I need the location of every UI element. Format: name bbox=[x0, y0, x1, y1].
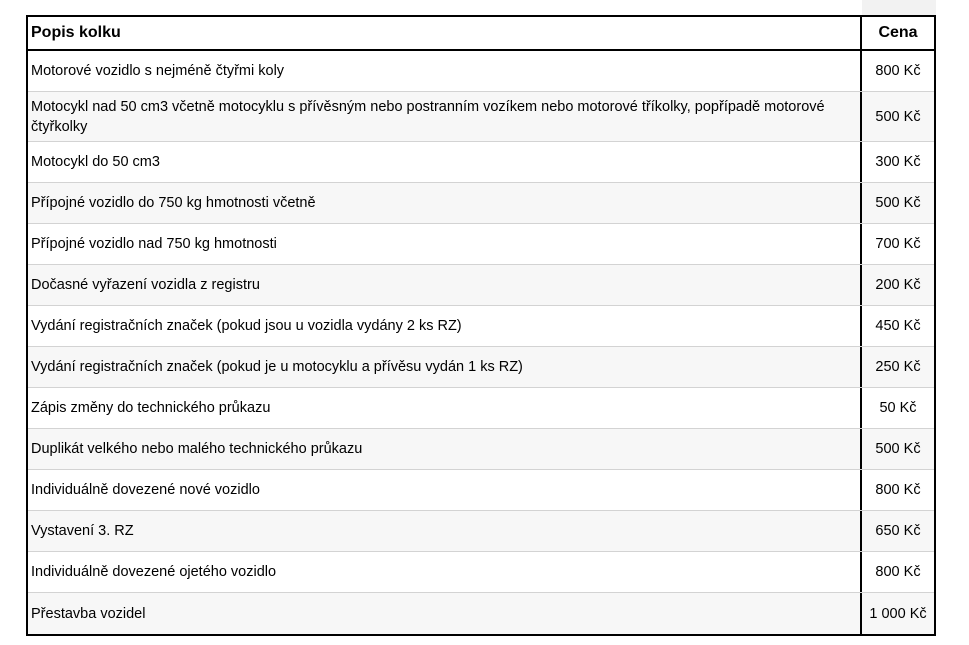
table-row bbox=[28, 92, 934, 142]
row-description: Motorové vozidlo s nejméně čtyřmi koly bbox=[28, 51, 862, 91]
table-row bbox=[28, 183, 934, 224]
table-row bbox=[28, 429, 934, 470]
row-description: Dočasné vyřazení vozidla z registru bbox=[28, 265, 862, 305]
row-price: 450 Kč bbox=[875, 318, 921, 334]
table-row bbox=[28, 552, 934, 593]
header-description: Popis kolku bbox=[28, 17, 862, 49]
row-price: 50 Kč bbox=[879, 400, 917, 416]
table-row bbox=[28, 593, 934, 634]
row-price: 1 000 Kč bbox=[869, 605, 927, 622]
row-description: Vystavení 3. RZ bbox=[28, 511, 862, 551]
top-right-tint bbox=[862, 0, 936, 15]
row-price: 250 Kč bbox=[875, 359, 921, 375]
row-description: Duplikát velkého nebo malého technického průkazu bbox=[28, 429, 862, 469]
row-description: Motocykl nad 50 cm3 včetně motocyklu s přívěsným nebo postranním vozíkem nebo motorové tříkolky, popřípadě motorové čtyřkolky bbox=[28, 92, 862, 141]
row-description: Individuálně dovezené nové vozidlo bbox=[28, 470, 862, 510]
table-row bbox=[28, 306, 934, 347]
row-description: Motocykl do 50 cm3 bbox=[28, 142, 862, 182]
row-price: 300 Kč bbox=[875, 154, 921, 170]
table-row bbox=[28, 511, 934, 552]
row-price: 800 Kč bbox=[875, 482, 921, 498]
fee-table bbox=[26, 15, 936, 636]
row-price: 500 Kč bbox=[875, 195, 921, 211]
row-description: Přestavba vozidel bbox=[28, 593, 862, 634]
row-price: 200 Kč bbox=[875, 277, 921, 293]
table-row bbox=[28, 388, 934, 429]
table-header-row bbox=[28, 17, 934, 51]
row-description: Vydání registračních značek (pokud jsou u vozidla vydány 2 ks RZ) bbox=[28, 306, 862, 346]
table-row bbox=[28, 265, 934, 306]
row-description: Vydání registračních značek (pokud je u motocyklu a přívěsu vydán 1 ks RZ) bbox=[28, 347, 862, 387]
row-price: 800 Kč bbox=[875, 63, 921, 79]
table-row bbox=[28, 347, 934, 388]
row-description: Zápis změny do technického průkazu bbox=[28, 388, 862, 428]
table-row bbox=[28, 51, 934, 92]
table-row bbox=[28, 224, 934, 265]
row-price: 650 Kč bbox=[875, 523, 921, 539]
row-price: 500 Kč bbox=[875, 441, 921, 457]
table-row bbox=[28, 470, 934, 511]
row-description: Individuálně dovezené ojetého vozidlo bbox=[28, 552, 862, 592]
row-price: 700 Kč bbox=[875, 236, 921, 252]
header-price: Cena bbox=[878, 24, 918, 41]
row-description: Přípojné vozidlo do 750 kg hmotnosti včetně bbox=[28, 183, 862, 223]
table-row bbox=[28, 142, 934, 183]
row-price: 500 Kč bbox=[875, 108, 921, 125]
row-description: Přípojné vozidlo nad 750 kg hmotnosti bbox=[28, 224, 862, 264]
row-price: 800 Kč bbox=[875, 564, 921, 580]
